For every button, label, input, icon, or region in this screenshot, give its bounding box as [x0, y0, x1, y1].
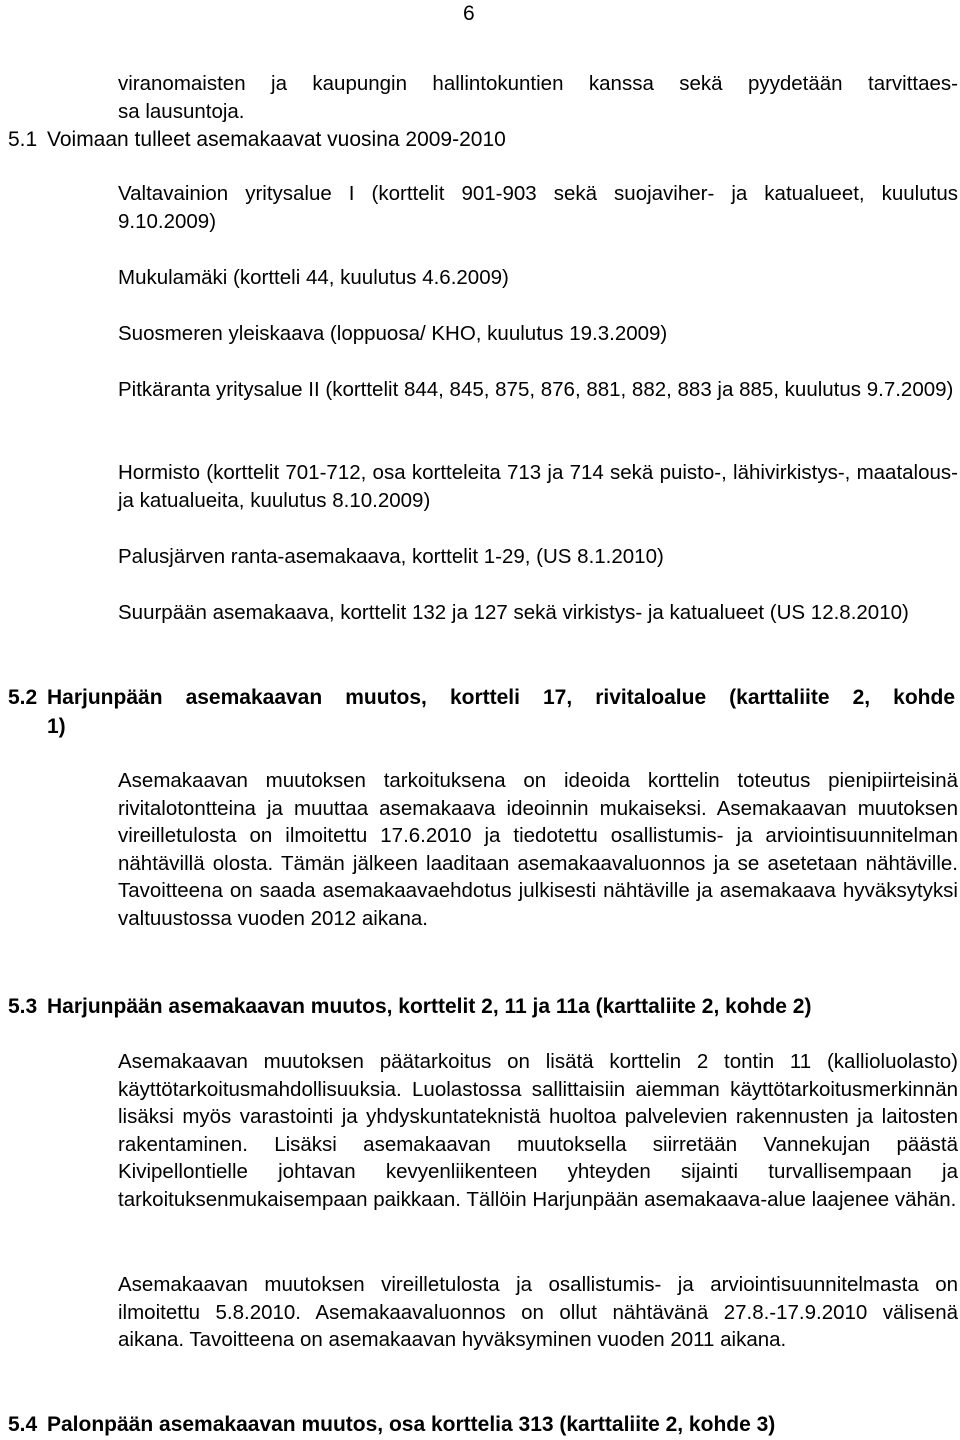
- plan-item-pitkaranta: Pitkäranta yritysalue II (korttelit 844, 845, 875, 876, 881, 882, 883 ja 885, kuulutus 9.7.2009): [118, 378, 954, 401]
- section-5-3-paragraph-1: Asemakaavan muutoksen päätarkoitus on lisätä korttelin 2 tontin 11 (kallioluolasto) käyttötarkoitusmahdollisuuksia. Luolastossa sallittaisiin aiemman käyttötarkoitusmerkinnän lisäksi myös varastointi ja yhdyskuntateknistä huoltoa palvelevien rakennusten ja laitosten rakentaminen. Lisäksi asemakaavan muutoksella siirretään Vannekujan päästä Kivipellontielle johtavan kevyenliikenteen yhteyden sijainti turvallisempaan ja tarkoituksenmukaisempaan paikkaan. Tällöin Harjunpään asemakaava-alue laajenee vähän.: [118, 1050, 958, 1211]
- section-number: 5.4: [8, 1413, 38, 1436]
- plan-item-valtavainio: Valtavainion yritysalue I (korttelit 901-903 sekä suojaviher- ja katualueet, kuulutus 9.10.2009): [118, 182, 958, 233]
- section-number: 5.3: [8, 995, 38, 1018]
- section-5-3-paragraph-2: Asemakaavan muutoksen vireilletulosta ja osallistumis- ja arviointisuunnitelmasta on ilmoitettu 5.8.2010. Asemakaavaluonnos on ollut nähtävänä 27.8.-17.9.2010 välisenä aikana. Tavoitteena on asemakaavan hyväksyminen vuoden 2011 aikana.: [118, 1273, 958, 1351]
- page-number: 6: [463, 2, 475, 25]
- section-5-4-heading: [0, 1410, 960, 1439]
- section-number: 5.2: [8, 686, 38, 709]
- section-5-3-heading: [0, 992, 960, 1021]
- intro-paragraph: [118, 70, 958, 125]
- plan-item-hormisto: Hormisto (korttelit 701-712, osa kortteleita 713 ja 714 sekä puisto-, lähivirkistys-, maatalous- ja katualueita, kuulutus 8.10.2009): [118, 461, 958, 512]
- section-5-2-paragraph: Asemakaavan muutoksen tarkoituksena on ideoida korttelin toteutus pienipiirteisinä rivitalotontteina ja muuttaa asemakaava ideoinnin mukaiseksi. Asemakaavan muutoksen vireilletulosta on ilmoitettu 17.6.2010 ja tiedotettu osallistumis- ja arviointisuunnitelman nähtävillä olosta. Tämän jälkeen laaditaan asemakaavaluonnos ja se asetetaan nähtäville. Tavoitteena on saada asemakaavaehdotus julkisesti nähtäville ja asemakaava hyväksytyksi valtuustossa vuoden 2012 aikana.: [118, 769, 958, 930]
- plan-item-suurpaa: Suurpään asemakaava, korttelit 132 ja 127 sekä virkistys- ja katualueet (US 12.8.2010): [118, 601, 909, 624]
- section-title: Harjunpään asemakaavan muutos, korttelit 2, 11 ja 11a (karttaliite 2, kohde 2): [47, 995, 812, 1018]
- plan-item-mukulamaki: Mukulamäki (kortteli 44, kuulutus 4.6.2009): [118, 266, 509, 289]
- section-title-line-2: 1): [47, 715, 66, 738]
- intro-line-2: sa lausuntoja.: [118, 99, 245, 123]
- section-title: Palonpään asemakaavan muutos, osa korttelia 313 (karttaliite 2, kohde 3): [47, 1413, 776, 1436]
- section-5-2-heading: [0, 683, 960, 741]
- section-title: Voimaan tulleet asemakaavat vuosina 2009-2010: [47, 128, 506, 151]
- section-title-line-1: Harjunpään asemakaavan muutos, kortteli 17, rivitaloalue (karttaliite 2, kohde: [47, 686, 955, 709]
- section-5-1-heading: [0, 125, 960, 154]
- section-number: 5.1: [8, 128, 38, 151]
- plan-item-palusjarvi: Palusjärven ranta-asemakaava, korttelit 1-29, (US 8.1.2010): [118, 545, 664, 568]
- intro-line-1: viranomaisten ja kaupungin hallintokuntien kanssa sekä pyydetään tarvittaes-: [118, 72, 958, 95]
- plan-item-suosmeri: Suosmeren yleiskaava (loppuosa/ KHO, kuulutus 19.3.2009): [118, 322, 668, 345]
